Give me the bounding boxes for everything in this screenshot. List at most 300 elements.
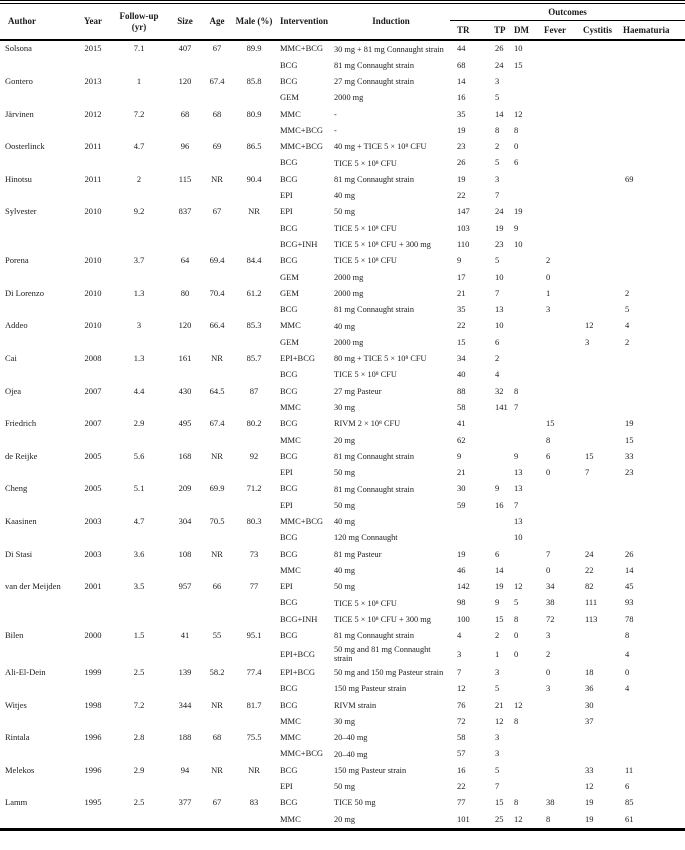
- followup-cell: 5.1: [133, 483, 145, 494]
- fever-value-cell: 0: [546, 564, 551, 575]
- tp-value-cell: 10: [495, 320, 504, 331]
- tr-value-cell: 7: [457, 666, 462, 677]
- table-row: [0, 730, 685, 746]
- dm-value-cell: 13: [514, 483, 523, 494]
- cystitis-value-cell: 3: [585, 336, 590, 347]
- cystitis-value-cell: [578, 269, 620, 285]
- followup-cell: [110, 334, 168, 350]
- dm-value-cell: 12: [514, 108, 523, 119]
- tr-value-cell: 76: [457, 699, 466, 710]
- year-cell: 2001: [84, 581, 102, 592]
- author-cell: Bilen: [5, 630, 24, 641]
- dm-value-cell: [512, 546, 538, 562]
- intervention-cell: BCG: [280, 450, 298, 461]
- year-cell: [76, 746, 110, 762]
- fever-value-cell: 0: [546, 666, 551, 677]
- tr-value-cell: 23: [457, 141, 466, 152]
- male-pct-cell: 81.7: [246, 699, 262, 710]
- induction-cell: 150 mg Pasteur strain: [334, 765, 407, 775]
- size-cell: 161: [178, 353, 192, 364]
- tr-value-cell: 147: [457, 206, 470, 217]
- induction-cell: 27 mg Connaught strain: [334, 77, 414, 87]
- table-row: [0, 383, 685, 399]
- dm-value-cell: [512, 779, 538, 795]
- induction-cell: 50 mg and 150 mg Pasteur strain: [334, 668, 444, 678]
- size-cell: [168, 188, 202, 204]
- cystitis-value-cell: [578, 90, 620, 106]
- tr-value-cell: 22: [457, 190, 466, 201]
- followup-cell: [110, 432, 168, 448]
- followup-cell: [110, 713, 168, 729]
- cystitis-value-cell: [578, 57, 620, 73]
- male-pct-cell: [232, 334, 276, 350]
- tr-value-cell: 16: [457, 92, 466, 103]
- haematuria-value-cell: [620, 155, 685, 171]
- dm-value-cell: [512, 269, 538, 285]
- male-pct-cell: 80.2: [246, 418, 262, 429]
- header-intervention: Intervention: [280, 16, 328, 27]
- tp-value-cell: 1: [495, 648, 500, 659]
- fever-value-cell: [538, 730, 578, 746]
- haematuria-value-cell: 85: [625, 797, 634, 808]
- tr-value-cell: 68: [457, 59, 466, 70]
- haematuria-value-cell: 14: [625, 564, 634, 575]
- age-cell: [202, 367, 232, 383]
- table-row: [0, 514, 685, 530]
- haematuria-value-cell: [620, 269, 685, 285]
- male-pct-cell: [232, 746, 276, 762]
- size-cell: 96: [180, 141, 190, 152]
- cystitis-value-cell: 33: [585, 764, 594, 775]
- male-pct-cell: [232, 155, 276, 171]
- fever-value-cell: [538, 139, 578, 155]
- age-cell: [202, 530, 232, 546]
- author-cell: [0, 611, 76, 627]
- intervention-cell: BCG: [280, 683, 298, 694]
- haematuria-value-cell: 93: [625, 597, 634, 608]
- size-cell: [168, 681, 202, 697]
- table-row: [0, 253, 685, 269]
- intervention-cell: BCG: [280, 173, 298, 184]
- tp-value-cell: [490, 432, 512, 448]
- age-cell: [202, 122, 232, 138]
- intervention-cell: BCG: [280, 699, 298, 710]
- author-cell: [0, 595, 76, 611]
- followup-cell: 3.7: [133, 255, 145, 266]
- fever-value-cell: 3: [546, 683, 551, 694]
- fever-value-cell: [538, 383, 578, 399]
- table-row: [0, 106, 685, 122]
- author-cell: van der Meijden: [5, 581, 61, 592]
- table-row: [0, 416, 685, 432]
- male-pct-cell: [232, 713, 276, 729]
- tr-value-cell: 101: [457, 813, 470, 824]
- haematuria-value-cell: [620, 367, 685, 383]
- intervention-cell: BCG: [280, 597, 298, 608]
- haematuria-value-cell: [620, 746, 685, 762]
- haematuria-value-cell: [620, 713, 685, 729]
- intervention-cell: MMC+BCG: [280, 124, 324, 135]
- followup-cell: [110, 269, 168, 285]
- table-row: [0, 237, 685, 253]
- fever-value-cell: [538, 367, 578, 383]
- induction-cell: -: [334, 109, 337, 119]
- year-cell: [76, 713, 110, 729]
- cystitis-value-cell: [578, 367, 620, 383]
- tr-value-cell: 40: [457, 369, 466, 380]
- author-cell: [0, 220, 76, 236]
- tp-value-cell: 5: [495, 255, 500, 266]
- male-pct-cell: 80.3: [246, 516, 262, 526]
- tr-value-cell: 100: [457, 613, 470, 624]
- age-cell: 70.4: [209, 287, 225, 298]
- size-cell: [168, 155, 202, 171]
- intervention-cell: MMC: [280, 715, 301, 726]
- year-cell: 2010: [84, 320, 102, 331]
- haematuria-value-cell: [620, 697, 685, 713]
- header-tp: TP: [494, 24, 506, 35]
- fever-value-cell: [538, 90, 578, 106]
- author-cell: de Reijke: [5, 450, 38, 461]
- year-cell: 2012: [84, 108, 102, 119]
- dm-value-cell: 8: [514, 124, 519, 135]
- fever-value-cell: [538, 400, 578, 416]
- table-row: [0, 697, 685, 713]
- cystitis-value-cell: [578, 432, 620, 448]
- fever-value-cell: [538, 779, 578, 795]
- table-row: [0, 57, 685, 73]
- male-pct-cell: [232, 122, 276, 138]
- induction-cell: 81 mg Pasteur: [334, 549, 382, 559]
- dm-value-cell: 12: [514, 699, 523, 710]
- intervention-cell: BCG: [280, 385, 298, 396]
- age-cell: 55: [212, 630, 222, 641]
- fever-value-cell: [538, 188, 578, 204]
- table-row: [0, 40, 685, 57]
- male-pct-cell: [232, 90, 276, 106]
- followup-cell: 4.7: [133, 516, 145, 526]
- haematuria-value-cell: [620, 383, 685, 399]
- male-pct-cell: [232, 400, 276, 416]
- cystitis-value-cell: [578, 416, 620, 432]
- tr-value-cell: 58: [457, 732, 466, 743]
- fever-value-cell: 8: [546, 813, 551, 824]
- intervention-cell: EPI: [280, 206, 293, 217]
- year-cell: 1999: [84, 666, 102, 677]
- intervention-cell: GEM: [280, 287, 299, 298]
- tp-value-cell: 10: [495, 271, 504, 282]
- male-pct-cell: NR: [248, 206, 260, 217]
- intervention-cell: MMC: [280, 434, 301, 445]
- table-row: [0, 269, 685, 285]
- followup-cell: [110, 188, 168, 204]
- fever-value-cell: 2: [546, 648, 551, 659]
- followup-cell: 2.8: [133, 732, 145, 743]
- table-row: [0, 74, 685, 90]
- table-header: [0, 2, 685, 40]
- followup-cell: 4.7: [133, 141, 145, 152]
- induction-cell: 50 mg: [334, 500, 355, 510]
- intervention-cell: BCG: [280, 532, 298, 543]
- followup-cell: [110, 220, 168, 236]
- author-cell: [0, 122, 76, 138]
- fever-value-cell: 3: [546, 304, 551, 315]
- tr-value-cell: 44: [457, 43, 466, 54]
- haematuria-value-cell: [620, 106, 685, 122]
- fever-value-cell: 72: [546, 613, 555, 624]
- fever-value-cell: [538, 220, 578, 236]
- cystitis-value-cell: [578, 383, 620, 399]
- male-pct-cell: 77: [249, 581, 259, 592]
- size-cell: 188: [178, 732, 192, 743]
- table-row: [0, 530, 685, 546]
- male-pct-cell: [232, 432, 276, 448]
- intervention-cell: EPI+BCG: [280, 666, 316, 677]
- fever-value-cell: [538, 497, 578, 513]
- outcomes-span-row: [0, 2, 685, 21]
- haematuria-value-cell: 26: [625, 548, 634, 559]
- followup-cell: [110, 302, 168, 318]
- haematuria-value-cell: 61: [625, 813, 634, 824]
- dm-value-cell: [512, 563, 538, 579]
- induction-cell: 81 mg Connaught strain: [334, 174, 414, 184]
- age-cell: [202, 302, 232, 318]
- fever-value-cell: [538, 481, 578, 497]
- tp-value-cell: 3: [495, 748, 500, 759]
- followup-cell: [110, 530, 168, 546]
- cystitis-value-cell: [578, 400, 620, 416]
- tp-value-cell: [490, 465, 512, 481]
- tr-value-cell: 88: [457, 385, 466, 396]
- induction-cell: 120 mg Connaught: [334, 533, 398, 543]
- male-pct-cell: [232, 681, 276, 697]
- author-cell: Cai: [5, 353, 17, 364]
- induction-cell: 81 mg Connaught strain: [334, 631, 414, 641]
- male-pct-cell: [232, 779, 276, 795]
- haematuria-value-cell: 8: [625, 630, 630, 641]
- followup-cell: 3.5: [133, 581, 145, 592]
- intervention-cell: BCG: [280, 255, 298, 266]
- year-cell: 2003: [84, 548, 102, 559]
- followup-cell: 2.5: [133, 666, 145, 677]
- cystitis-value-cell: 36: [585, 683, 594, 694]
- followup-cell: 1.5: [133, 630, 145, 641]
- size-cell: [168, 611, 202, 627]
- tr-value-cell: 57: [457, 748, 466, 759]
- year-cell: 1998: [84, 699, 102, 710]
- age-cell: 68: [212, 732, 222, 743]
- author-cell: [0, 811, 76, 829]
- dm-value-cell: 7: [514, 499, 519, 510]
- cystitis-value-cell: [578, 220, 620, 236]
- tp-value-cell: [490, 514, 512, 530]
- followup-cell: 1: [136, 75, 142, 86]
- cystitis-value-cell: 12: [585, 320, 594, 331]
- author-cell: [0, 90, 76, 106]
- induction-cell: 81 mg Connaught strain: [334, 305, 414, 315]
- haematuria-value-cell: [620, 40, 685, 57]
- male-pct-cell: [232, 465, 276, 481]
- cystitis-value-cell: [578, 497, 620, 513]
- haematuria-value-cell: 15: [625, 434, 634, 445]
- tr-value-cell: 19: [457, 548, 466, 559]
- intervention-cell: BCG: [280, 304, 298, 315]
- table-row: [0, 448, 685, 464]
- year-cell: [76, 302, 110, 318]
- tp-value-cell: 2: [495, 141, 500, 152]
- followup-cell: [110, 644, 168, 665]
- year-cell: 2011: [84, 173, 102, 184]
- cystitis-value-cell: 111: [585, 597, 598, 608]
- cystitis-value-cell: [578, 628, 620, 644]
- induction-cell: TICE 50 mg: [334, 798, 376, 808]
- dm-value-cell: 10: [514, 238, 523, 249]
- haematuria-value-cell: 4: [625, 320, 630, 331]
- fever-value-cell: [538, 318, 578, 334]
- age-cell: [202, 400, 232, 416]
- haematuria-value-cell: 19: [625, 418, 634, 429]
- age-cell: [202, 57, 232, 73]
- fever-value-cell: [538, 713, 578, 729]
- haematuria-value-cell: 5: [625, 304, 630, 315]
- cystitis-value-cell: [578, 644, 620, 665]
- intervention-cell: EPI: [280, 581, 293, 592]
- male-pct-cell: [232, 220, 276, 236]
- intervention-cell: EPI+BCG: [280, 648, 316, 659]
- author-cell: Cheng: [5, 483, 28, 494]
- tr-value-cell: 35: [457, 304, 466, 315]
- tr-value-cell: 21: [457, 467, 466, 478]
- year-cell: 2008: [84, 353, 102, 364]
- male-pct-cell: 86.5: [246, 141, 262, 152]
- year-cell: [76, 188, 110, 204]
- age-cell: [202, 90, 232, 106]
- intervention-cell: MMC: [280, 320, 301, 331]
- induction-cell: 81 mg Connaught strain: [334, 451, 414, 461]
- author-cell: Ali-El-Dein: [5, 666, 46, 677]
- haematuria-value-cell: [620, 497, 685, 513]
- haematuria-value-cell: 33: [625, 450, 634, 461]
- tp-value-cell: 3: [495, 666, 500, 677]
- author-cell: Gontero: [5, 75, 33, 86]
- tp-value-cell: 6: [495, 336, 500, 347]
- table-row: [0, 155, 685, 171]
- author-cell: [0, 188, 76, 204]
- induction-cell: TICE 5 × 10⁸ CFU: [334, 223, 397, 233]
- header-fever: Fever: [544, 24, 566, 35]
- table-row: [0, 779, 685, 795]
- intervention-cell: EPI: [280, 781, 293, 792]
- male-pct-cell: [232, 811, 276, 829]
- tp-value-cell: 5: [495, 764, 500, 775]
- cystitis-value-cell: 113: [585, 613, 598, 624]
- author-cell: Solsona: [5, 43, 32, 54]
- age-cell: NR: [211, 173, 223, 184]
- tr-value-cell: 35: [457, 108, 466, 119]
- size-cell: [168, 90, 202, 106]
- fever-value-cell: 3: [546, 630, 551, 641]
- intervention-cell: BCG+INH: [280, 238, 318, 249]
- tp-value-cell: 25: [495, 813, 504, 824]
- tp-value-cell: 21: [495, 699, 504, 710]
- tp-value-cell: 2: [495, 630, 500, 641]
- followup-cell: 2.9: [133, 764, 145, 775]
- age-cell: [202, 237, 232, 253]
- dm-value-cell: [512, 416, 538, 432]
- year-cell: 1995: [84, 797, 102, 808]
- fever-value-cell: [538, 40, 578, 57]
- header-author: Author: [8, 16, 37, 27]
- haematuria-value-cell: 23: [625, 467, 634, 478]
- followup-cell: 4.4: [133, 385, 145, 396]
- followup-cell: 5.6: [133, 450, 145, 461]
- size-cell: [168, 367, 202, 383]
- dm-value-cell: [512, 762, 538, 778]
- intervention-cell: MMC: [280, 732, 301, 743]
- induction-cell: 80 mg + TICE 5 × 10⁸ CFU: [334, 354, 427, 364]
- author-cell: [0, 644, 76, 665]
- male-pct-cell: 84.4: [246, 255, 262, 266]
- cystitis-value-cell: [578, 302, 620, 318]
- table-row: [0, 139, 685, 155]
- male-pct-cell: [232, 237, 276, 253]
- tp-value-cell: 5: [495, 683, 500, 694]
- tr-value-cell: 12: [457, 683, 466, 694]
- followup-cell: [110, 611, 168, 627]
- fever-value-cell: 7: [546, 548, 551, 559]
- table-row: [0, 595, 685, 611]
- author-cell: Sylvester: [5, 206, 37, 217]
- table-row: [0, 579, 685, 595]
- size-cell: 304: [178, 516, 192, 526]
- size-cell: 407: [178, 43, 192, 54]
- tr-value-cell: 59: [457, 499, 466, 510]
- size-cell: [168, 400, 202, 416]
- haematuria-value-cell: 4: [625, 648, 630, 659]
- table-row: [0, 318, 685, 334]
- dm-value-cell: [512, 351, 538, 367]
- age-cell: [202, 269, 232, 285]
- dm-value-cell: 10: [514, 43, 523, 54]
- induction-cell: 50 mg: [334, 582, 355, 592]
- haematuria-value-cell: [620, 74, 685, 90]
- intervention-cell: EPI: [280, 467, 293, 478]
- age-cell: [202, 220, 232, 236]
- intervention-cell: MMC+BCG: [280, 43, 324, 54]
- header-dm: DM: [514, 24, 529, 35]
- age-cell: [202, 713, 232, 729]
- author-cell: [0, 563, 76, 579]
- author-cell: [0, 237, 76, 253]
- followup-cell: 9.2: [133, 206, 145, 217]
- tp-value-cell: 24: [495, 206, 504, 217]
- year-cell: [76, 563, 110, 579]
- year-cell: 2000: [84, 630, 102, 641]
- table-row: [0, 465, 685, 481]
- author-cell: Lamm: [5, 797, 28, 808]
- year-cell: [76, 367, 110, 383]
- tp-value-cell: 7: [495, 781, 500, 792]
- cystitis-value-cell: [578, 74, 620, 90]
- haematuria-value-cell: [620, 139, 685, 155]
- author-cell: [0, 497, 76, 513]
- year-cell: 1996: [84, 732, 102, 743]
- tr-value-cell: 142: [457, 581, 470, 592]
- haematuria-value-cell: [620, 253, 685, 269]
- intervention-cell: EPI: [280, 499, 293, 510]
- header-induction: Induction: [372, 16, 410, 27]
- intervention-cell: BCG: [280, 764, 298, 775]
